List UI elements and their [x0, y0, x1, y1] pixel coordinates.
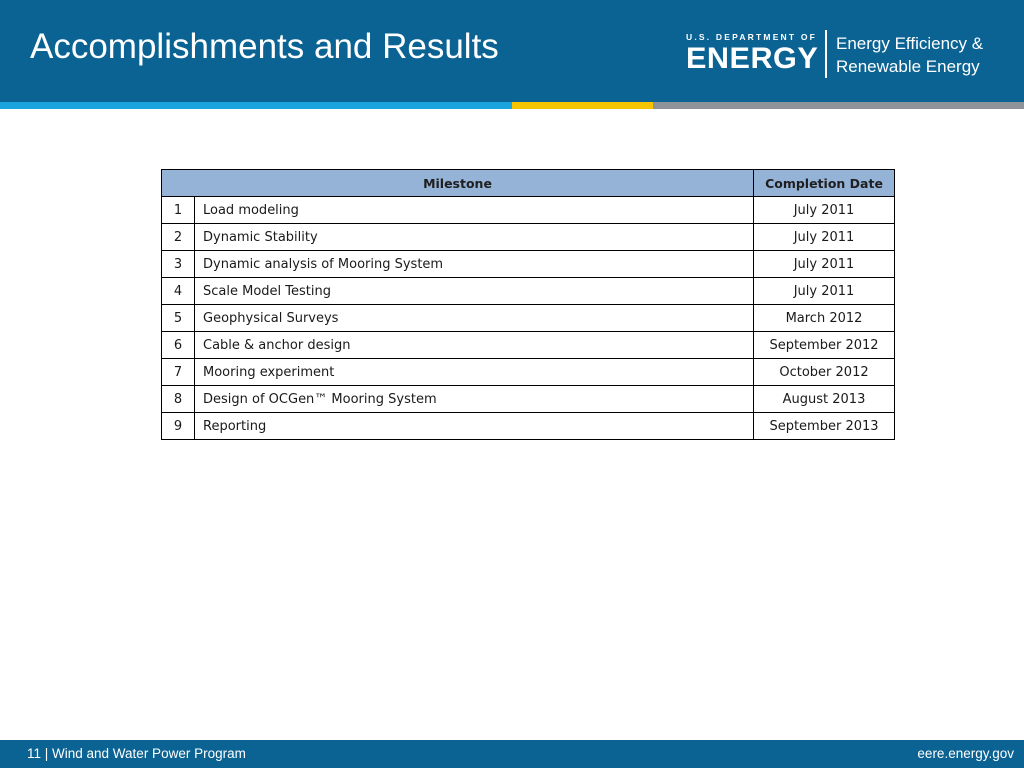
footer-url: eere.energy.gov — [917, 746, 1014, 761]
milestone-cell: Dynamic analysis of Mooring System — [195, 251, 754, 278]
accent-stripe-blue — [0, 102, 512, 109]
row-number-cell: 8 — [162, 386, 195, 413]
table-row — [162, 278, 895, 305]
milestone-cell: Design of OCGen™ Mooring System — [195, 386, 754, 413]
table-body — [162, 197, 895, 440]
eere-line-2: Renewable Energy — [836, 57, 980, 76]
logo-divider — [825, 30, 827, 78]
slide-footer — [0, 740, 1024, 768]
table-row — [162, 224, 895, 251]
completion-date-cell: March 2012 — [754, 305, 895, 332]
milestone-cell: Geophysical Surveys — [195, 305, 754, 332]
milestone-table-container — [161, 169, 895, 440]
row-number-cell: 4 — [162, 278, 195, 305]
row-number-cell: 5 — [162, 305, 195, 332]
row-number-cell: 1 — [162, 197, 195, 224]
row-number-cell: 9 — [162, 413, 195, 440]
doe-dept-line: U.S. DEPARTMENT OF — [686, 32, 818, 42]
completion-date-cell: July 2011 — [754, 224, 895, 251]
completion-date-cell: July 2011 — [754, 278, 895, 305]
completion-date-cell: September 2012 — [754, 332, 895, 359]
row-number-cell: 6 — [162, 332, 195, 359]
table-row — [162, 197, 895, 224]
milestone-column-header: Milestone — [162, 170, 754, 197]
table-header-row — [162, 170, 895, 197]
milestone-cell: Cable & anchor design — [195, 332, 754, 359]
slide-header — [0, 0, 1024, 102]
completion-date-cell: August 2013 — [754, 386, 895, 413]
slide-title: Accomplishments and Results — [30, 27, 499, 66]
doe-wordmark: ENERGY — [686, 42, 819, 75]
table-row — [162, 332, 895, 359]
date-column-header: Completion Date — [754, 170, 895, 197]
eere-logo-text — [836, 32, 983, 78]
completion-date-cell: October 2012 — [754, 359, 895, 386]
accent-stripe-yellow — [512, 102, 653, 109]
milestone-cell: Mooring experiment — [195, 359, 754, 386]
row-number-cell: 7 — [162, 359, 195, 386]
row-number-cell: 2 — [162, 224, 195, 251]
table-row — [162, 386, 895, 413]
completion-date-cell: September 2013 — [754, 413, 895, 440]
milestone-cell: Scale Model Testing — [195, 278, 754, 305]
table-row — [162, 305, 895, 332]
milestone-table — [161, 169, 895, 440]
table-row — [162, 251, 895, 278]
row-number-cell: 3 — [162, 251, 195, 278]
milestone-cell: Load modeling — [195, 197, 754, 224]
table-row — [162, 359, 895, 386]
footer-program: 11 | Wind and Water Power Program — [27, 746, 246, 761]
completion-date-cell: July 2011 — [754, 251, 895, 278]
eere-line-1: Energy Efficiency & — [836, 34, 984, 53]
doe-logo — [686, 32, 817, 75]
completion-date-cell: July 2011 — [754, 197, 895, 224]
milestone-cell: Reporting — [195, 413, 754, 440]
accent-stripe-gray — [653, 102, 1024, 109]
milestone-cell: Dynamic Stability — [195, 224, 754, 251]
table-row — [162, 413, 895, 440]
